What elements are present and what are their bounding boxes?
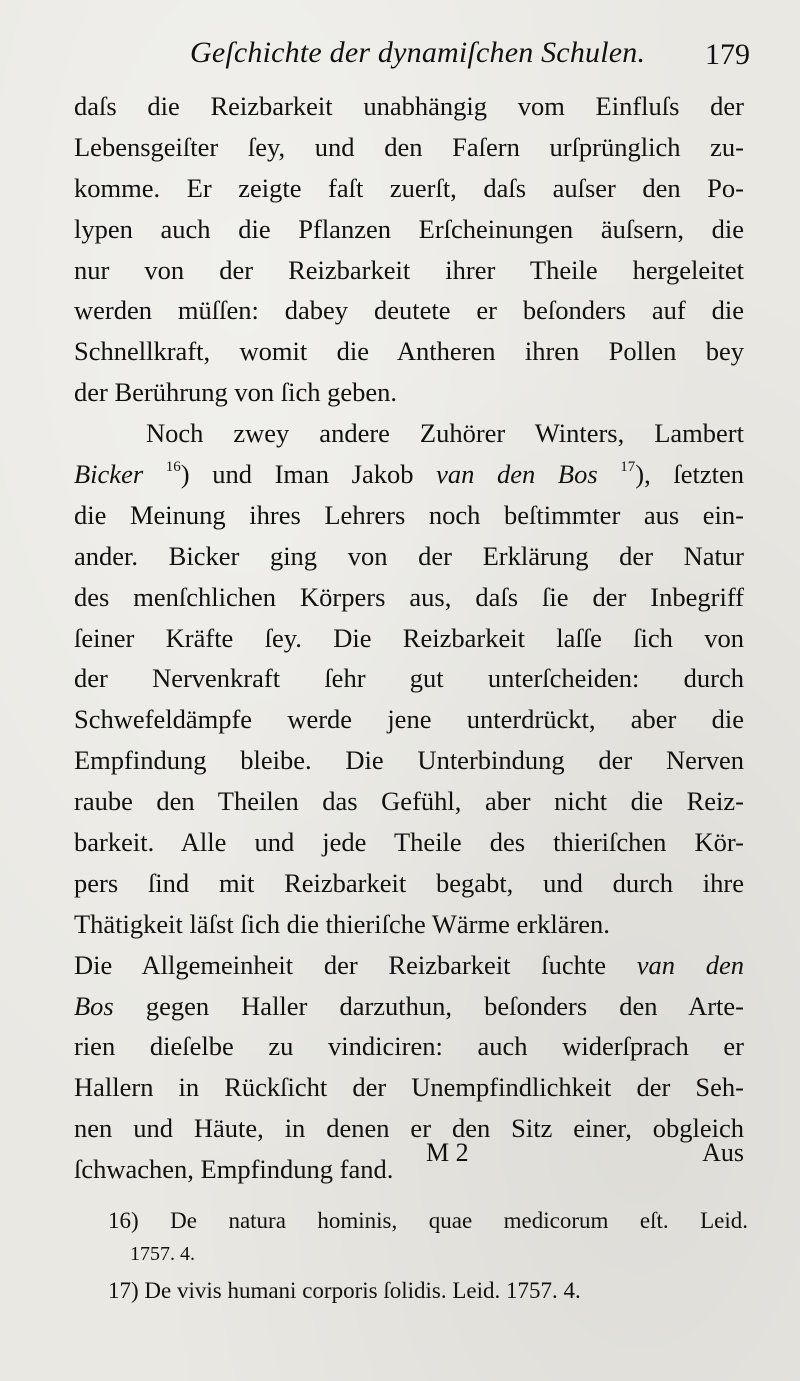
text-line: lypen auch die Pflanzen Erſcheinungen äuſsern, die xyxy=(74,213,744,244)
person-name: van den xyxy=(636,949,744,980)
text-line: Schnellkraft, womit die Antheren ihren Pollen bey xyxy=(74,336,744,367)
catchword: Aus xyxy=(702,1138,744,1167)
text-line-mixed xyxy=(74,945,744,986)
signature-mark: M 2 xyxy=(426,1138,469,1167)
text-line: der Berührung von ſich geben. xyxy=(74,377,398,408)
footnotes xyxy=(108,1203,748,1309)
text-span: gegen Haller darzuthun, beſonders den Arte- xyxy=(113,990,744,1021)
page-number: 179 xyxy=(705,38,750,71)
text-line: nen und Häute, in denen er den Sitz einer, obgleich xyxy=(74,1113,744,1144)
text-line: Empfindung bleibe. Die Unterbindung der Nerven xyxy=(74,745,744,776)
page-header xyxy=(190,36,750,76)
footnote-ref: 16 xyxy=(165,459,181,476)
text-line: ſchwachen, Empfindung fand. xyxy=(74,1154,394,1185)
text-line: Noch zwey andere Zuhörer Winters, Lambert xyxy=(146,418,744,449)
text-span: Die Allgemeinheit der Reizbarkeit ſuchte xyxy=(74,949,607,980)
text-line: nur von der Reizbarkeit ihrer Theile hergeleitet xyxy=(74,254,744,285)
footnote-ref: 17 xyxy=(620,459,636,476)
text-line: Lebensgeiſter ſey, und den Faſern urſprünglich zu- xyxy=(74,131,744,162)
text-line: daſs die Reizbarkeit unabhängig vom Einfluſs der xyxy=(74,91,744,121)
text-line: Schwefeldämpfe werde jene unterdrückt, aber die xyxy=(74,704,744,735)
text-line: der Nervenkraft ſehr gut unterſcheiden: durch xyxy=(74,663,744,694)
text-line: die Meinung ihres Lehrers noch beſtimmter aus ein- xyxy=(74,499,744,530)
signature-row xyxy=(420,1138,744,1174)
text-span: ) und Iman Jakob xyxy=(180,459,414,490)
text-span: ), ſetzten xyxy=(635,459,744,490)
text-line: Thätigkeit läſst ſich die thieriſche Wärme erklären. xyxy=(74,908,610,939)
text-line: raube den Theilen das Gefühl, aber nicht die Reiz- xyxy=(74,786,744,817)
text-line: ander. Bicker ging von der Erklärung der Natur xyxy=(74,540,744,571)
text-line: komme. Er zeigte faſt zuerſt, daſs auſser den Po- xyxy=(74,172,744,203)
text-line: barkeit. Alle und jede Theile des thieriſchen Kör- xyxy=(74,827,744,858)
text-line: des menſchlichen Körpers aus, daſs ſie der Inbegriff xyxy=(74,581,744,612)
person-name: Bicker xyxy=(74,459,144,490)
text-line: werden müſſen: dabey deutete er beſonders auf die xyxy=(74,295,744,326)
footnote-16: 16) De natura hominis, quae medicorum eſt. Leid. xyxy=(108,1208,748,1233)
text-line-mixed xyxy=(74,454,744,495)
running-title: Geſchichte der dynamiſchen Schulen. xyxy=(190,36,646,69)
body-text xyxy=(74,86,744,1190)
text-line: ſeiner Kräfte ſey. Die Reizbarkeit laſſe ſich von xyxy=(74,622,744,653)
text-line: Hallern in Rückſicht der Unempfindlichkeit der Seh- xyxy=(74,1072,744,1103)
person-name: van den Bos xyxy=(436,459,598,490)
footnote-16-continuation: 1757. 4. xyxy=(130,1243,195,1265)
text-line: pers ſind mit Reizbarkeit begabt, und durch ihre xyxy=(74,867,744,898)
footnote-17: 17) De vivis humani corporis ſolidis. Leid. 1757. 4. xyxy=(108,1278,581,1303)
text-line: rien dieſelbe zu vindiciren: auch widerſprach er xyxy=(74,1031,744,1062)
person-name: Bos xyxy=(74,990,114,1021)
text-line-mixed xyxy=(74,986,744,1027)
